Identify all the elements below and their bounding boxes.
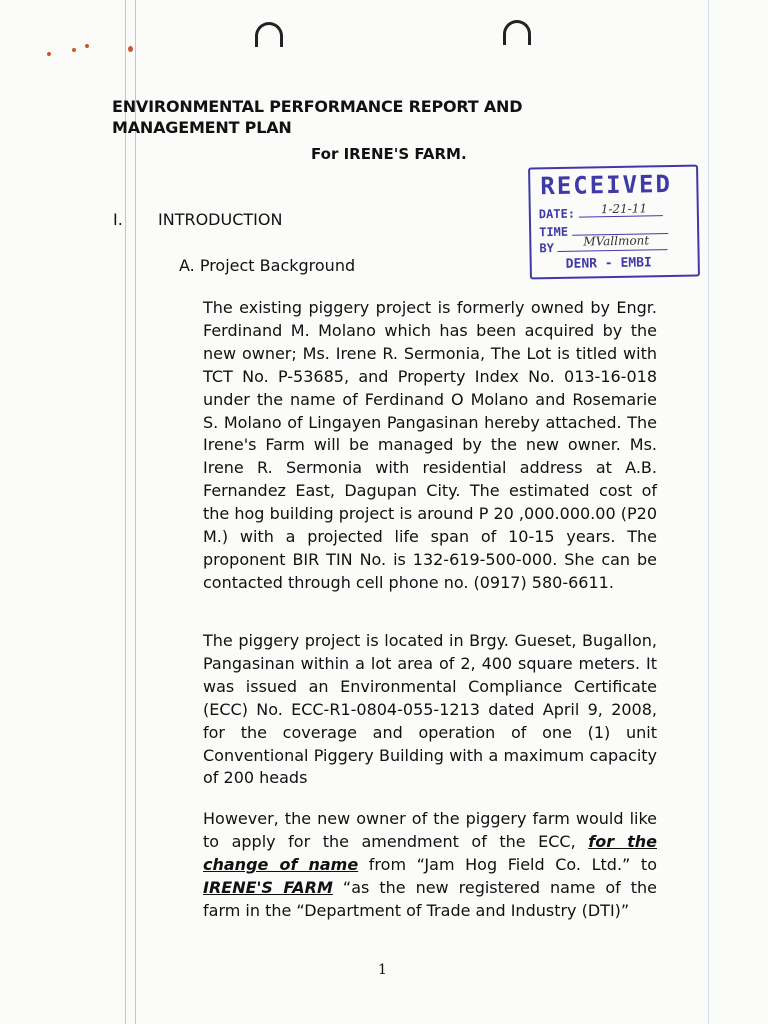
margin-line <box>125 0 126 1024</box>
paragraph-ecc-amendment <box>203 808 657 923</box>
stamp-by-row <box>539 233 668 256</box>
stamp-time-label: TIME <box>539 224 569 240</box>
stamp-date-value: 1-21-11 <box>600 201 648 217</box>
margin-line <box>135 0 136 1024</box>
ruled-line <box>708 0 709 1024</box>
ink-speck <box>72 48 76 52</box>
received-stamp <box>528 165 700 280</box>
ink-speck <box>128 46 133 52</box>
stamp-date-label: DATE: <box>538 206 576 222</box>
stamp-signature: MVallmont <box>583 233 650 249</box>
paragraph-project-background: The existing piggery project is formerly owned by Engr. Ferdinand M. Molano which has been acquired by the new owner; Ms. Irene R. Sermonia, The Lot is titled with TCT No. P-53685, and Property Index No. 013-16-018 under the name of Ferdinand O Molano and Rosemarie S. Molano of Lingayen Pangasinan hereby attached. The Irene's Farm will be managed by the new owner. Ms. Irene R. Sermonia with residential address at A.B. Fernandez East, Dagupan City. The estimated cost of the hog building project is around P 20 ,000.000.00 (P20 M.) with a projected life span of 10-15 years. The proponent BIR TIN No. is 132-619-500-000. She can be contacted through cell phone no. (0917) 580-6611. <box>203 298 657 592</box>
document-title: ENVIRONMENTAL PERFORMANCE REPORT AND MANAGEMENT PLAN <box>112 97 523 137</box>
section-heading <box>113 210 282 229</box>
ink-speck <box>47 52 51 56</box>
punch-hole-mark <box>503 20 531 45</box>
paragraph-text: from “Jam Hog Field Co. Ltd.” to <box>358 854 657 874</box>
emphasized-text: for the change of name <box>203 831 657 874</box>
page-number: 1 <box>378 962 387 978</box>
document-subtitle: For IRENE'S FARM. <box>311 145 467 163</box>
stamp-footer: DENR - EMBI <box>565 255 652 272</box>
stamp-title: RECEIVED <box>540 169 673 201</box>
stamp-date-row <box>538 201 663 222</box>
subsection-heading: A. Project Background <box>179 256 356 275</box>
section-number: I. <box>113 210 123 229</box>
ink-speck <box>85 44 89 48</box>
paragraph-text: “as the new registered name of the farm in the “Department of Trade and Industry (DTI)” <box>203 877 658 920</box>
paragraph-text: However, the new owner of the piggery farm would like to apply for the amendment of the ECC, <box>203 809 657 851</box>
punch-hole-mark <box>255 22 283 47</box>
stamp-by-label: BY <box>539 241 555 256</box>
section-title: INTRODUCTION <box>158 210 283 229</box>
paragraph-project-location: The piggery project is located in Brgy. Gueset, Bugallon, Pangasinan within a lot area of 2, 400 square meters. It was issued an Environmental Compliance Certificate (ECC) No. ECC-R1-0804-055-1213 dated April 9, 2008, for the coverage and operation of one (1) unit Conventional Piggery Building with a maximum capacity of 200 heads <box>203 631 657 788</box>
emphasized-text: IRENE'S FARM <box>203 877 333 897</box>
